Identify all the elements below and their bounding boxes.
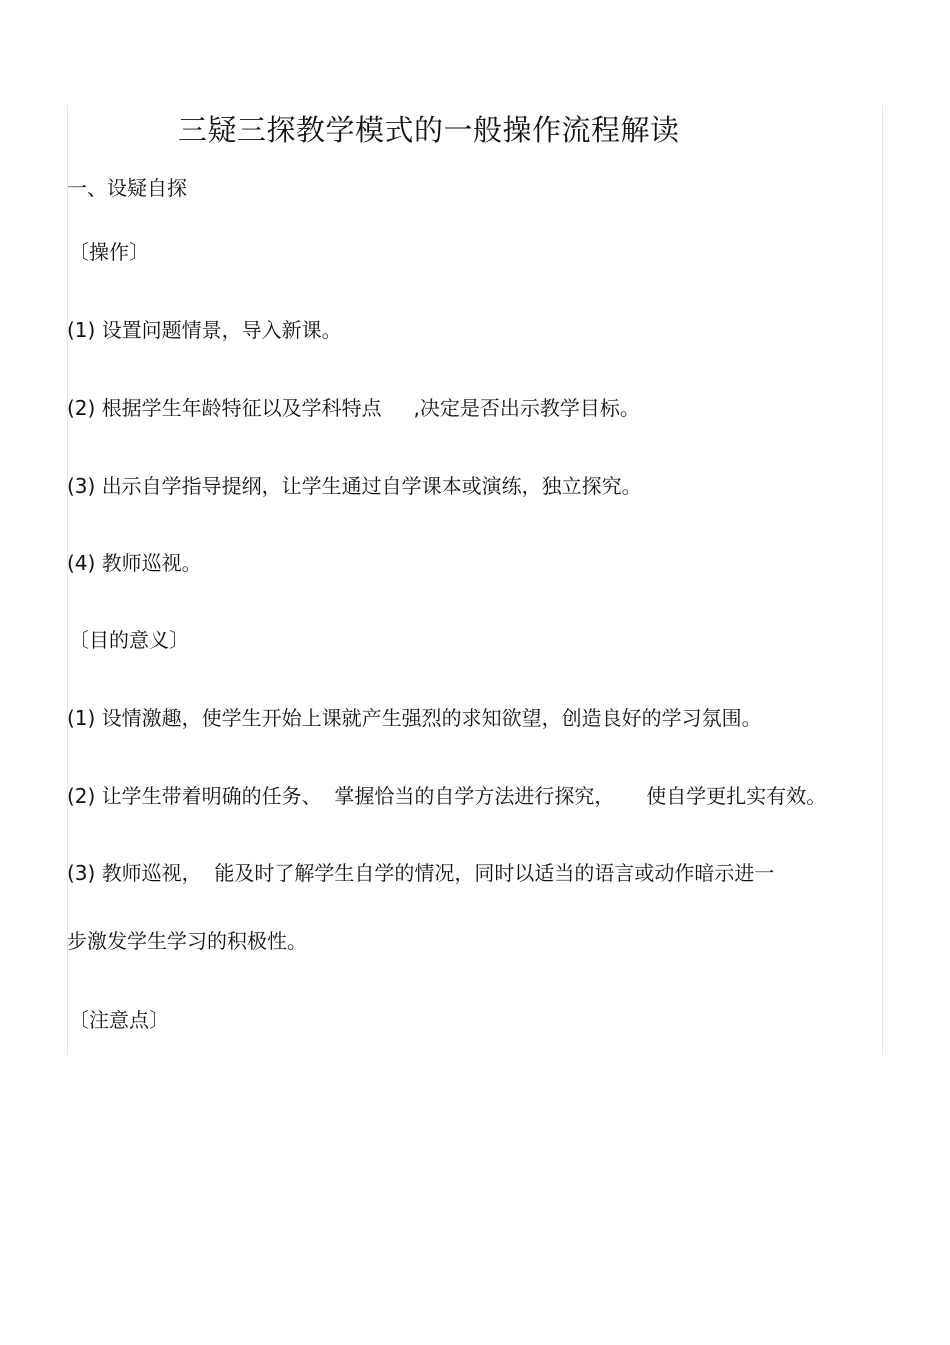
operation-item-3: (3) 出示自学指导提纲，让学生通过自学课本或演练，独立探究。 bbox=[67, 474, 642, 498]
purpose-item-3: (3) 教师巡视， 能及时了解学生自学的情况，同时以适当的语言或动作暗示进一 bbox=[67, 861, 775, 885]
notes-label: 〔注意点〕 bbox=[69, 1008, 169, 1032]
operation-item-2: (2) 根据学生年龄特征以及学科特点 ,决定是否出示教学目标。 bbox=[67, 396, 640, 420]
page-left-border bbox=[67, 105, 68, 1055]
operation-label: 〔操作〕 bbox=[69, 240, 149, 264]
document-title: 三疑三探教学模式的一般操作流程解读 bbox=[178, 113, 680, 147]
operation-item-4: (4) 教师巡视。 bbox=[67, 551, 202, 575]
purpose-item-1: (1) 设情激趣，使学生开始上课就产生强烈的求知欲望，创造良好的学习氛围。 bbox=[67, 706, 762, 730]
purpose-item-2: (2) 让学生带着明确的任务、 掌握恰当的自学方法进行探究， 使自学更扎实有效。 bbox=[67, 784, 827, 808]
section-heading: 一、设疑自探 bbox=[67, 176, 187, 200]
page-right-border bbox=[882, 105, 883, 1055]
purpose-label: 〔目的意义〕 bbox=[69, 628, 189, 652]
purpose-item-3-continued: 步激发学生学习的积极性。 bbox=[67, 929, 307, 953]
operation-item-1: (1) 设置问题情景，导入新课。 bbox=[67, 318, 342, 342]
